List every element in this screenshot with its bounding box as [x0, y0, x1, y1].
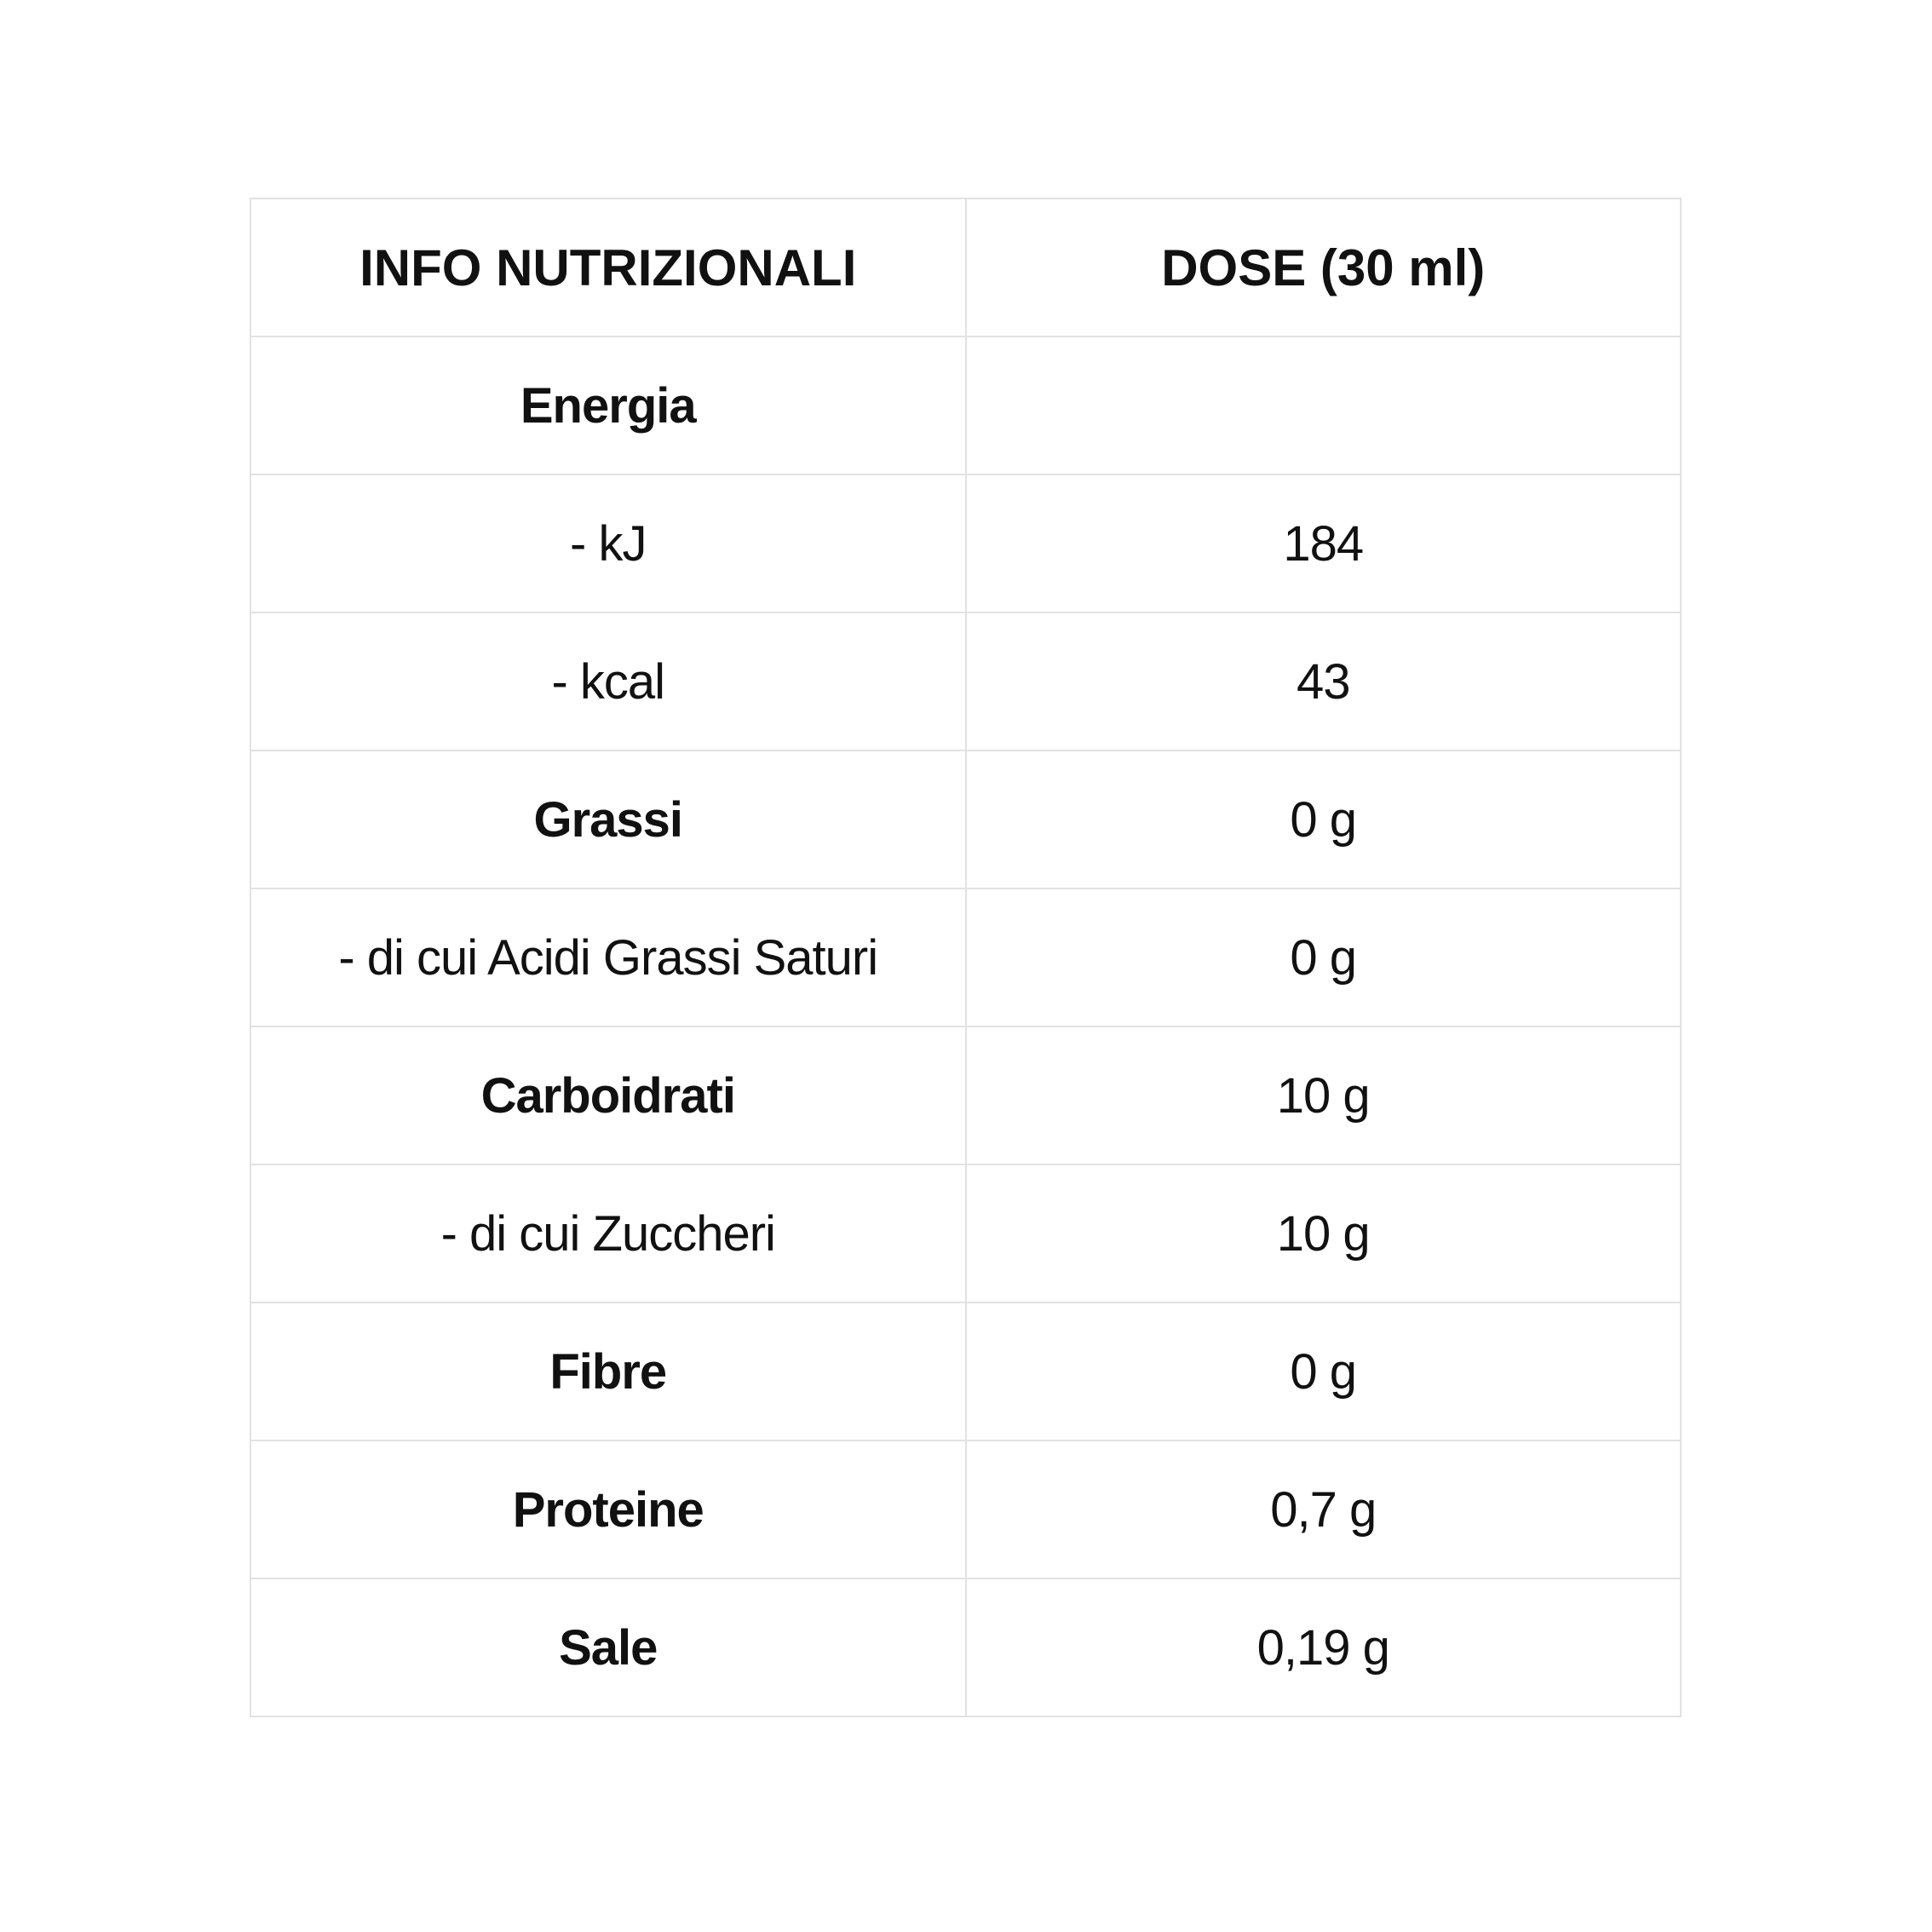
nutrient-value-cell: 0,19 g — [966, 1578, 1682, 1716]
table-row — [250, 1440, 1681, 1578]
nutrition-table-container — [250, 198, 1682, 1717]
table-row — [250, 1578, 1681, 1716]
nutrient-value-cell: 0 g — [966, 888, 1682, 1026]
nutrition-table — [250, 198, 1682, 1717]
header-info-nutrizionali: INFO NUTRIZIONALI — [250, 198, 966, 336]
header-row — [250, 198, 1681, 336]
table-row — [250, 1302, 1681, 1440]
nutrient-value-cell: 184 — [966, 474, 1682, 612]
nutrient-label-cell: - kcal — [250, 612, 966, 750]
table-row — [250, 1026, 1681, 1164]
nutrient-label-cell: Fibre — [250, 1302, 966, 1440]
nutrient-value-cell: 0,7 g — [966, 1440, 1682, 1578]
nutrient-label-cell: - kJ — [250, 474, 966, 612]
nutrient-label-cell: - di cui Zuccheri — [250, 1164, 966, 1302]
nutrient-label-cell: Carboidrati — [250, 1026, 966, 1164]
table-row — [250, 336, 1681, 474]
nutrition-table-body — [250, 336, 1681, 1716]
nutrient-value-cell: 10 g — [966, 1026, 1682, 1164]
table-row — [250, 474, 1681, 612]
table-row — [250, 888, 1681, 1026]
nutrient-label-cell: Energia — [250, 336, 966, 474]
nutrient-value-cell — [966, 336, 1682, 474]
nutrient-label-cell: - di cui Acidi Grassi Saturi — [250, 888, 966, 1026]
header-dose: DOSE (30 ml) — [966, 198, 1682, 336]
nutrient-value-cell: 0 g — [966, 1302, 1682, 1440]
nutrition-table-header — [250, 198, 1681, 336]
nutrient-value-cell: 10 g — [966, 1164, 1682, 1302]
nutrient-label-cell: Proteine — [250, 1440, 966, 1578]
table-row — [250, 612, 1681, 750]
table-row — [250, 1164, 1681, 1302]
nutrient-label-cell: Sale — [250, 1578, 966, 1716]
nutrient-value-cell: 43 — [966, 612, 1682, 750]
nutrient-label-cell: Grassi — [250, 750, 966, 888]
nutrient-value-cell: 0 g — [966, 750, 1682, 888]
table-row — [250, 750, 1681, 888]
